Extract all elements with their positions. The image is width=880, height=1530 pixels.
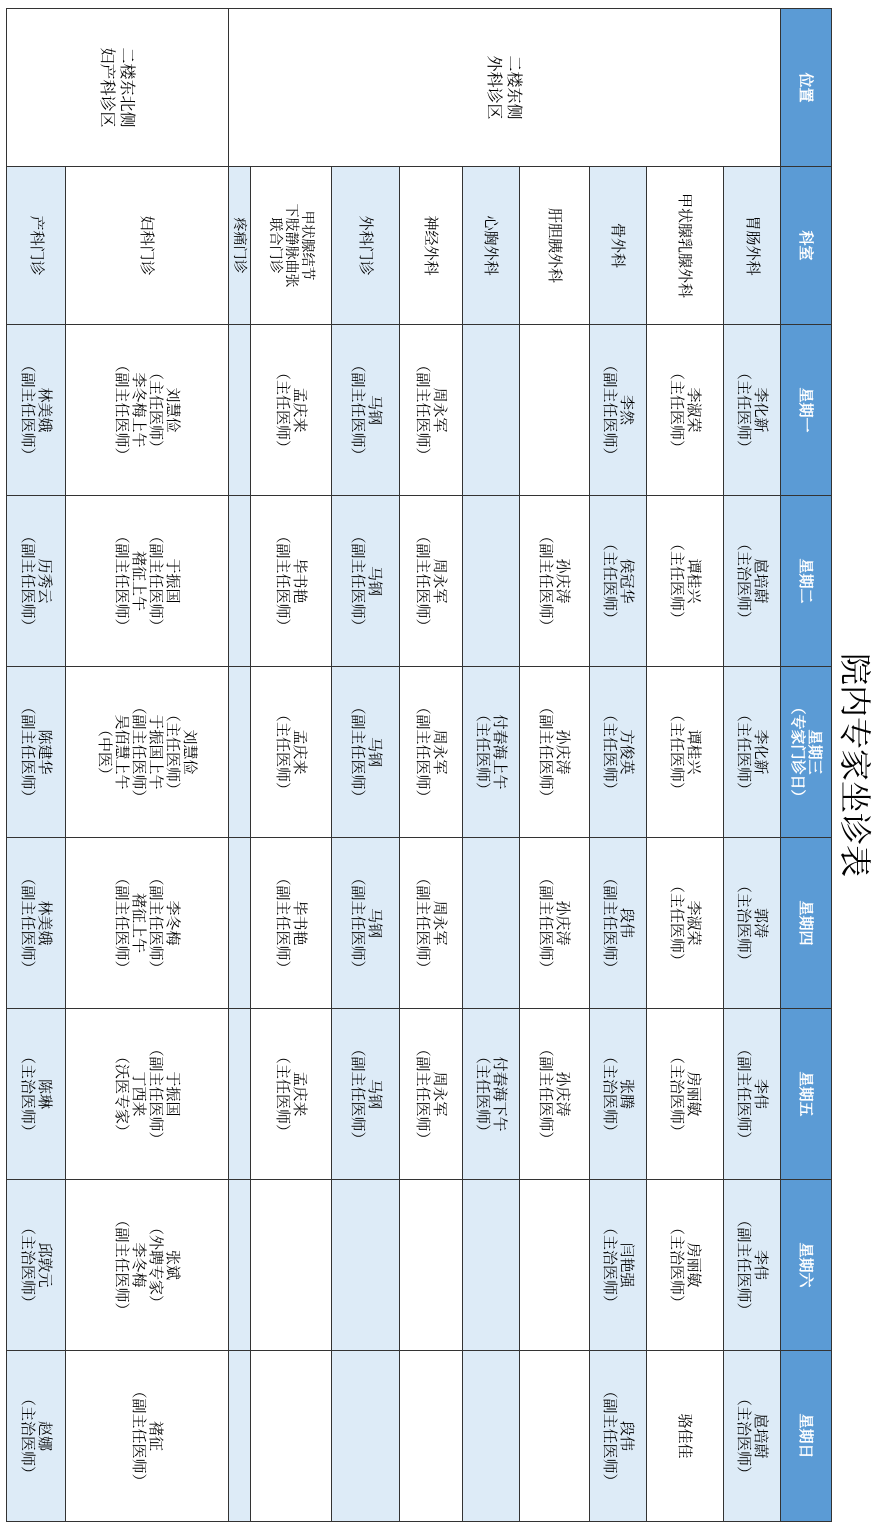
schedule-cell: 郭涛 （主治医师）: [724, 838, 781, 1009]
header-thursday: 星期四: [781, 838, 832, 1009]
schedule-cell: 房丽敏 （主治医师）: [646, 1180, 723, 1351]
schedule-cell: 毕书艳 （副主任医师）: [251, 496, 332, 667]
schedule-cell: 张腾 （主治医师）: [589, 1009, 646, 1180]
schedule-cell: 扈培蔚 （主治医师）: [724, 496, 781, 667]
schedule-cell: [228, 496, 250, 667]
schedule-cell: 周永军 （副主任医师）: [399, 325, 462, 496]
schedule-cell: 毕书艳 （副主任医师）: [251, 838, 332, 1009]
schedule-cell: [519, 1180, 589, 1351]
table-row: [66, 9, 229, 1522]
schedule-cell: 张斌 （外聘专家） 李冬梅 （副主任医师）: [66, 1180, 229, 1351]
table-row: [589, 9, 646, 1522]
schedule-cell: 孙庆涛 （副主任医师）: [519, 838, 589, 1009]
schedule-cell: 闫艳强 （主治医师）: [589, 1180, 646, 1351]
schedule-cell: 谭桂兴 （主任医师）: [646, 496, 723, 667]
schedule-cell: 李化新 （主任医师）: [724, 667, 781, 838]
schedule-cell: 马钢 （副主任医师）: [332, 496, 399, 667]
schedule-cell: 李化新 （主任医师）: [724, 325, 781, 496]
schedule-cell: [399, 1351, 462, 1522]
schedule-cell: [228, 667, 250, 838]
department-cell: 心胸外科: [462, 167, 519, 325]
schedule-cell: 周永军 （副主任医师）: [399, 1009, 462, 1180]
department-cell: 甲状腺乳腺外科: [646, 167, 723, 325]
schedule-cell: [399, 1180, 462, 1351]
schedule-cell: 付春海上午 （主任医师）: [462, 667, 519, 838]
schedule-cell: [519, 325, 589, 496]
header-wednesday: 星期三 （专家门诊日）: [781, 667, 832, 838]
schedule-cell: 孙庆涛 （副主任医师）: [519, 496, 589, 667]
department-cell: 疼痛门诊: [228, 167, 250, 325]
schedule-cell: [332, 1351, 399, 1522]
schedule-cell: 段伟 （副主任医师）: [589, 1351, 646, 1522]
schedule-cell: [519, 1351, 589, 1522]
header-location: 位置: [781, 9, 832, 167]
schedule-cell: 周永军 （副主任医师）: [399, 667, 462, 838]
location-cell: 二楼东北侧 妇产科诊区: [7, 9, 229, 167]
schedule-cell: 刘慧俭 （主任医师） 李冬梅上午 （副主任医师）: [66, 325, 229, 496]
schedule-cell: 刘慧俭 （主任医师） 于振国上午 （副主任医师） 吴佰慧上午 （中医）: [66, 667, 229, 838]
header-row: [781, 9, 832, 1522]
schedule-cell: [228, 838, 250, 1009]
schedule-cell: 房丽敏 （主治医师）: [646, 1009, 723, 1180]
schedule-cell: 方俊英 （主任医师）: [589, 667, 646, 838]
table-row: [519, 9, 589, 1522]
schedule-cell: 李伟 （副主任医师）: [724, 1009, 781, 1180]
schedule-cell: 陈建华 （副主任医师）: [7, 667, 66, 838]
schedule-cell: 周永军 （副主任医师）: [399, 496, 462, 667]
department-cell: 外科门诊: [332, 167, 399, 325]
department-cell: 肝胆胰外科: [519, 167, 589, 325]
header-tuesday: 星期二: [781, 496, 832, 667]
schedule-cell: 孟庆来 （主任医师）: [251, 667, 332, 838]
schedule-cell: 林美娥 （副主任医师）: [7, 838, 66, 1009]
schedule-cell: 马钢 （副主任医师）: [332, 1009, 399, 1180]
schedule-cell: 李淑荣 （主任医师）: [646, 838, 723, 1009]
schedule-cell: 林美娥 （副主任医师）: [7, 325, 66, 496]
schedule-table: [6, 8, 832, 1522]
schedule-cell: 褚征 （副主任医师）: [66, 1351, 229, 1522]
schedule-cell: [228, 1009, 250, 1180]
schedule-cell: 骆佳佳: [646, 1351, 723, 1522]
schedule-cell: 邱敦元 （主治医师）: [7, 1180, 66, 1351]
schedule-cell: 谭桂兴 （主任医师）: [646, 667, 723, 838]
schedule-cell: 李冬梅 （副主任医师） 褚征上午 （副主任医师）: [66, 838, 229, 1009]
schedule-cell: 段伟 （副主任医师）: [589, 838, 646, 1009]
schedule-cell: 马钢 （副主任医师）: [332, 838, 399, 1009]
schedule-cell: 扈培蔚 （主治医师）: [724, 1351, 781, 1522]
department-cell: 甲状腺结节 下肢静脉曲张 联合门诊: [251, 167, 332, 325]
table-row: [7, 9, 66, 1522]
schedule-cell: [462, 1351, 519, 1522]
department-cell: 神经外科: [399, 167, 462, 325]
schedule-cell: 赵娜 （主治医师）: [7, 1351, 66, 1522]
schedule-cell: [462, 325, 519, 496]
schedule-cell: 陈琳 （主治医师）: [7, 1009, 66, 1180]
schedule-cell: 李然 （副主任医师）: [589, 325, 646, 496]
department-cell: 胃肠外科: [724, 167, 781, 325]
schedule-cell: 侯冠华 （主任医师）: [589, 496, 646, 667]
schedule-cell: [228, 325, 250, 496]
schedule-cell: [251, 1180, 332, 1351]
header-friday: 星期五: [781, 1009, 832, 1180]
schedule-cell: 于振国 （副主任医师） 褚征上午 （副主任医师）: [66, 496, 229, 667]
schedule-cell: 马钢 （副主任医师）: [332, 667, 399, 838]
schedule-cell: 孙庆涛 （副主任医师）: [519, 667, 589, 838]
department-cell: 妇科门诊: [66, 167, 229, 325]
schedule-cell: 历秀云 （副主任医师）: [7, 496, 66, 667]
schedule-cell: 周永军 （副主任医师）: [399, 838, 462, 1009]
schedule-cell: [228, 1180, 250, 1351]
department-cell: 骨外科: [589, 167, 646, 325]
schedule-cell: [462, 1180, 519, 1351]
table-row: [646, 9, 723, 1522]
header-saturday: 星期六: [781, 1180, 832, 1351]
table-row: [399, 9, 462, 1522]
header-sunday: 星期日: [781, 1351, 832, 1522]
department-cell: 产科门诊: [7, 167, 66, 325]
page-title: 院内专家坐诊表: [836, 652, 874, 877]
header-department: 科室: [781, 167, 832, 325]
location-cell: 二楼东侧 外科诊区: [228, 9, 780, 167]
schedule-cell: 孟庆来 （主任医师）: [251, 325, 332, 496]
schedule-cell: 付春海下午 （主任医师）: [462, 1009, 519, 1180]
schedule-cell: 李淑荣 （主任医师）: [646, 325, 723, 496]
table-row: [724, 9, 781, 1522]
table-row: [251, 9, 332, 1522]
schedule-cell: 于振国 （副主任医师） 丁西来 （沃医专家）: [66, 1009, 229, 1180]
schedule-cell: [228, 1351, 250, 1522]
schedule-cell: [462, 838, 519, 1009]
schedule-cell: [462, 496, 519, 667]
schedule-cell: [332, 1180, 399, 1351]
header-monday: 星期一: [781, 325, 832, 496]
schedule-cell: 马钢 （副主任医师）: [332, 325, 399, 496]
schedule-cell: 孟庆来 （主任医师）: [251, 1009, 332, 1180]
schedule-cell: 李伟 （副主任医师）: [724, 1180, 781, 1351]
schedule-cell: [251, 1351, 332, 1522]
table-row: [332, 9, 399, 1522]
schedule-cell: 孙庆涛 （副主任医师）: [519, 1009, 589, 1180]
table-row: [462, 9, 519, 1522]
table-row: [228, 9, 250, 1522]
